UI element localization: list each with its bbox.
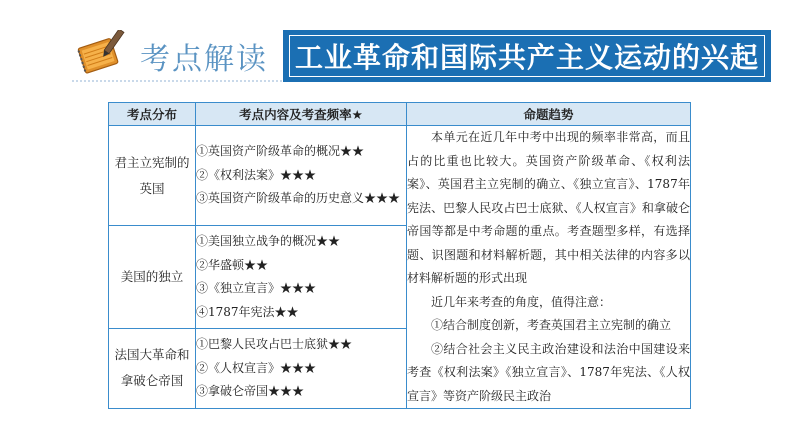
table-row <box>109 126 691 226</box>
trend-paragraph: 近几年来考查的角度，值得注意： <box>431 294 612 309</box>
points-cell <box>196 328 407 408</box>
table-header-row <box>109 103 691 126</box>
point-item: ①美国独立战争的概况★★ <box>196 234 341 249</box>
section-label: 考点解读 <box>140 42 268 77</box>
exam-points-table <box>108 102 691 409</box>
point-item: ②《权利法案》★★★ <box>196 167 317 182</box>
trend-paragraph: 本单元在近几年中考中出现的频率非常高，而且占的比重也比较大。英国资产阶级革命、《权利法案》、英国君主立宪制的确立、《独立宣言》、1787年宪法、巴黎人民攻占巴士底狱、《人权宣言》和拿破仑帝国等都是中考命题的重点。考查题型多样，有选择题、识图题和材料解析题，其中相关法律的内容多以材料解析题的形式出现 <box>407 130 690 285</box>
points-cell <box>196 126 407 226</box>
point-item: ③《独立宣言》★★★ <box>196 281 317 296</box>
point-item: ③拿破仑帝国★★★ <box>196 384 305 399</box>
point-item: ③英国资产阶级革命的历史意义★★★ <box>196 191 401 206</box>
trend-paragraph: ①结合制度创新，考查英国君主立宪制的确立 <box>431 318 672 332</box>
dotted-divider <box>72 80 282 82</box>
point-item: ①英国资产阶级革命的概况★★ <box>196 144 365 159</box>
distribution-cell: 君主立宪制的英国 <box>109 126 196 226</box>
distribution-cell: 法国大革命和拿破仑帝国 <box>109 328 196 408</box>
point-item: ④1787年宪法★★ <box>196 304 299 319</box>
header-trend: 命题趋势 <box>407 103 691 126</box>
point-item: ②华盛顿★★ <box>196 257 269 272</box>
trend-cell <box>407 126 691 409</box>
page-title <box>283 30 771 82</box>
trend-paragraph: ②结合社会主义民主政治建设和法治中国建设来考查《权利法案》《独立宣言》、1787年宪法、《人权宣言》等资产阶级民主政治 <box>407 341 690 403</box>
distribution-cell: 美国的独立 <box>109 226 196 328</box>
page-title-text: 工业革命和国际共产主义运动的兴起 <box>294 41 759 74</box>
header-distribution: 考点分布 <box>109 103 196 126</box>
point-item: ②《人权宣言》★★★ <box>196 360 317 375</box>
notebook-pencil-icon <box>72 30 128 74</box>
page-header <box>0 0 794 90</box>
points-cell <box>196 226 407 328</box>
point-item: ①巴黎人民攻占巴士底狱★★ <box>196 337 353 352</box>
header-content-frequency: 考点内容及考查频率★ <box>196 103 407 126</box>
